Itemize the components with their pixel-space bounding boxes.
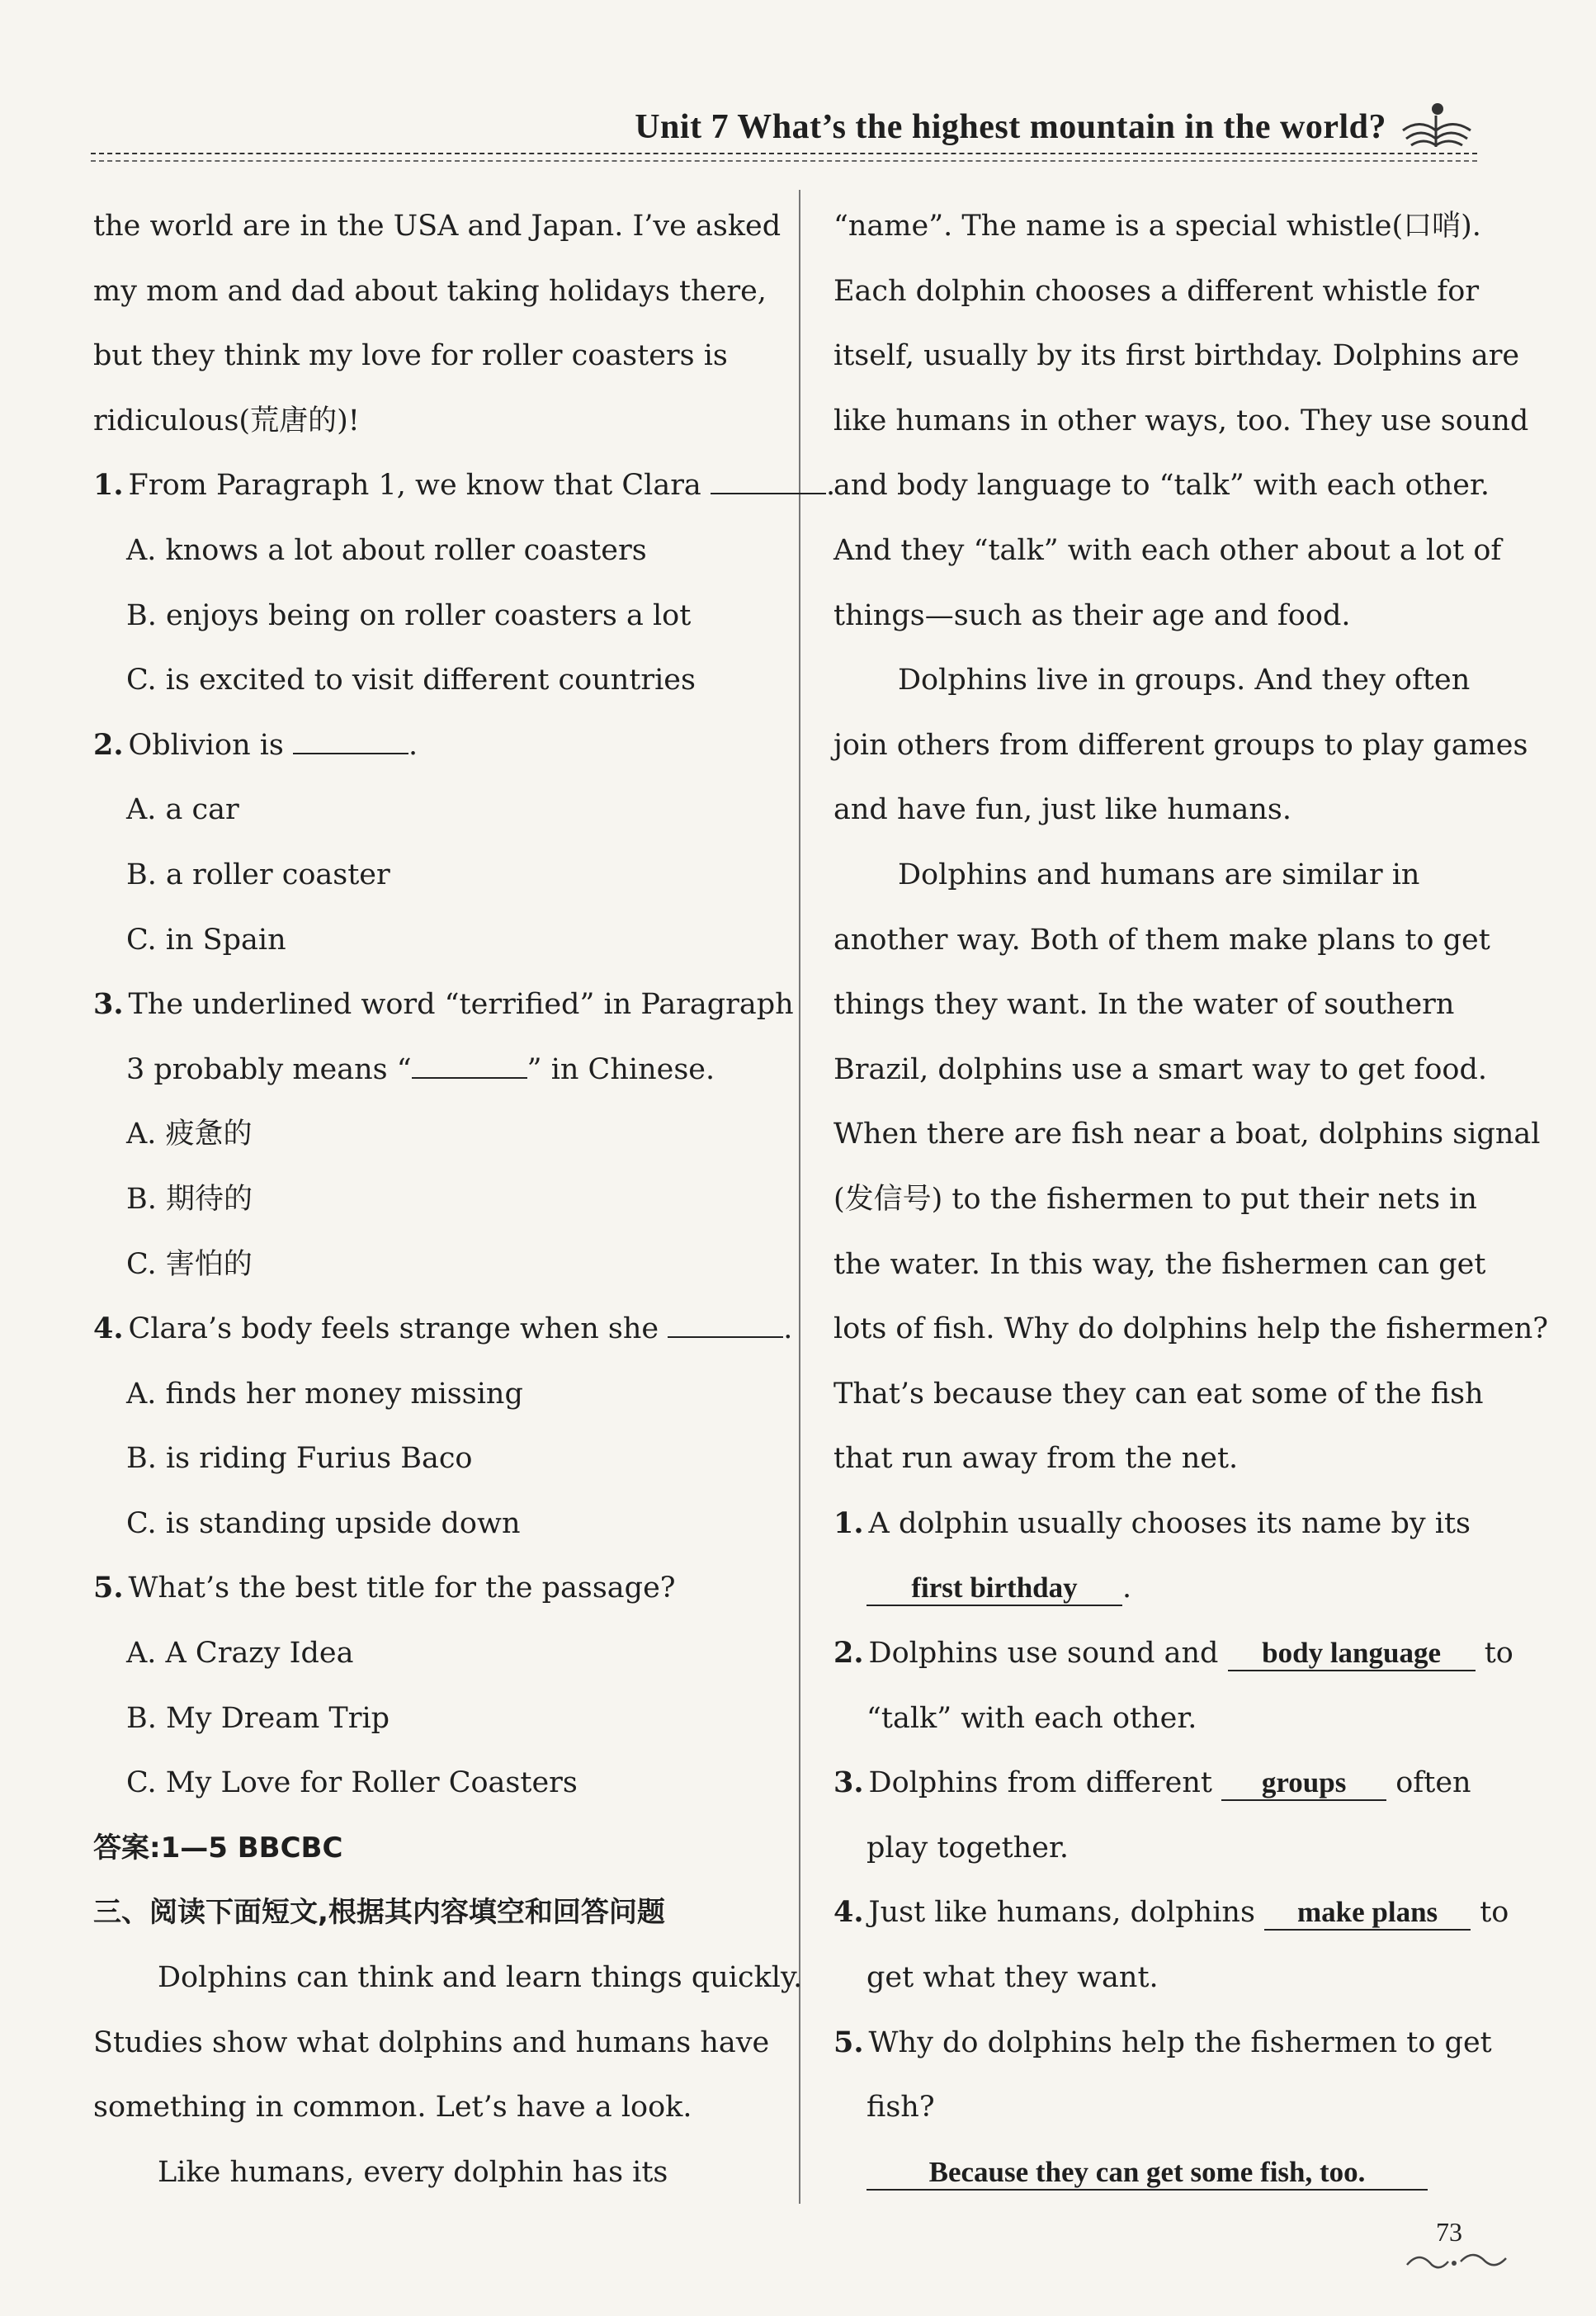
header-rule-secondary <box>91 160 1477 162</box>
option-c: C. in Spain <box>126 923 286 957</box>
passage-line: “name”. The name is a special whistle(口哨). <box>833 210 1481 243</box>
option-a: A. A Crazy Idea <box>126 1637 354 1671</box>
option-b: B. is riding Furius Baco <box>126 1442 473 1476</box>
answer-key: 答案:1—5 BBCBC <box>93 1831 343 1865</box>
passage-line: lots of fish. Why do dolphins help the fishermen? <box>833 1312 1549 1346</box>
fill-question-3-line2: play together. <box>866 1831 1069 1865</box>
option-a: A. finds her money missing <box>126 1377 523 1411</box>
passage-line: my mom and dad about taking holidays there, <box>93 274 767 308</box>
fill-question-4: 4. Just like humans, dolphins make plans to <box>833 1895 1509 1930</box>
passage-line: That’s because they can eat some of the fish <box>833 1377 1484 1411</box>
answer-blank <box>668 1312 783 1338</box>
option-a: A. 疲惫的 <box>126 1118 253 1151</box>
filled-answer: make plans <box>1264 1896 1471 1931</box>
option-a: A. knows a lot about roller coasters <box>126 533 647 567</box>
option-c: C. is excited to visit different countries <box>126 664 696 697</box>
option-b: B. a roller coaster <box>126 858 390 891</box>
fill-question-4-line2: get what they want. <box>866 1961 1159 1995</box>
fill-question-1-answer-row: first birthday . <box>833 1556 1510 1621</box>
passage-line: that run away from the net. <box>833 1442 1239 1476</box>
fill-question-5-line2: fish? <box>866 2091 935 2125</box>
passage-line: the world are in the USA and Japan. I’ve asked <box>93 210 781 243</box>
passage-line: Brazil, dolphins use a smart way to get food. <box>833 1052 1488 1086</box>
option-c: C. 害怕的 <box>126 1247 253 1281</box>
passage-line: things they want. In the water of southern <box>833 988 1455 1022</box>
right-column <box>833 194 1549 2205</box>
passage-line: but they think my love for roller coasters is <box>93 339 728 373</box>
filled-answer: Because they can get some fish, too. <box>866 2156 1428 2191</box>
option-c: C. My Love for Roller Coasters <box>126 1766 578 1800</box>
passage-line: like humans in other ways, too. They use sound <box>833 404 1529 437</box>
unit-title: Unit 7 What’s the highest mountain in the world? <box>635 108 1386 146</box>
answer-blank <box>412 1052 527 1079</box>
passage-line: join others from different groups to play games <box>833 728 1528 762</box>
passage-line: Dolphins can think and learn things quickly. <box>158 1961 803 1995</box>
passage-line: Dolphins and humans are similar in <box>898 858 1420 891</box>
option-c: C. is standing upside down <box>126 1506 521 1540</box>
passage-line: and body language to “talk” with each other. <box>833 469 1490 503</box>
fountain-logo-icon <box>1395 97 1477 155</box>
fill-question-3: 3. Dolphins from different groups often <box>833 1765 1471 1800</box>
option-b: B. My Dream Trip <box>126 1701 390 1735</box>
footer-ornament-icon <box>1403 2242 1510 2275</box>
option-b: B. 期待的 <box>126 1182 253 1216</box>
question-1: 1. From Paragraph 1, we know that Clara . <box>93 468 836 503</box>
fill-question-2-line2: “talk” with each other. <box>866 1701 1197 1735</box>
answer-blank <box>711 468 826 494</box>
filled-answer: first birthday <box>866 1572 1122 1606</box>
passage-line: another way. Both of them make plans to get <box>833 923 1490 957</box>
filled-answer: groups <box>1221 1766 1386 1801</box>
header-rule <box>91 153 1477 154</box>
page-header <box>91 97 1477 163</box>
passage-line: things—such as their age and food. <box>833 598 1351 632</box>
fill-question-5: 5. Why do dolphins help the fishermen to get <box>833 2025 1492 2059</box>
passage-line: itself, usually by its first birthday. Dolphins are <box>833 339 1520 373</box>
passage-line: Like humans, every dolphin has its <box>158 2155 668 2189</box>
fill-question-1: 1. A dolphin usually chooses its name by its <box>833 1505 1471 1540</box>
passage-line: Each dolphin chooses a different whistle for <box>833 274 1480 308</box>
passage-line: Studies show what dolphins and humans have <box>93 2025 770 2059</box>
passage-line: Dolphins live in groups. And they often <box>898 664 1471 697</box>
passage-line: And they “talk” with each other about a lot of <box>833 533 1502 567</box>
question-5: 5. What’s the best title for the passage? <box>93 1571 676 1605</box>
filled-answer: body language <box>1228 1637 1476 1671</box>
passage-line: the water. In this way, the fishermen can get <box>833 1247 1486 1281</box>
passage-line: something in common. Let’s have a look. <box>93 2091 692 2125</box>
passage-line: When there are fish near a boat, dolphins signal <box>833 1118 1541 1151</box>
question-3-line2: 3 probably means “ ” in Chinese. <box>126 1052 715 1086</box>
question-4: 4. Clara’s body feels strange when she . <box>93 1312 793 1346</box>
passage-line: ridiculous(荒唐的)! <box>93 404 360 437</box>
question-2: 2. Oblivion is . <box>93 727 418 762</box>
passage-line: and have fun, just like humans. <box>833 793 1291 827</box>
option-b: B. enjoys being on roller coasters a lot <box>126 598 692 632</box>
page-number: 73 <box>1436 2217 1462 2247</box>
fill-question-5-answer-row <box>833 2140 1510 2205</box>
question-3: 3. The underlined word “terrified” in Paragraph <box>93 987 794 1022</box>
left-column <box>93 194 836 2205</box>
fill-question-2: 2. Dolphins use sound and body language to <box>833 1636 1513 1671</box>
option-a: A. a car <box>126 793 239 827</box>
answer-blank <box>293 728 408 754</box>
section-heading: 三、阅读下面短文,根据其内容填空和回答问题 <box>93 1896 665 1930</box>
passage-line: (发信号) to the fishermen to put their nets in <box>833 1182 1477 1216</box>
